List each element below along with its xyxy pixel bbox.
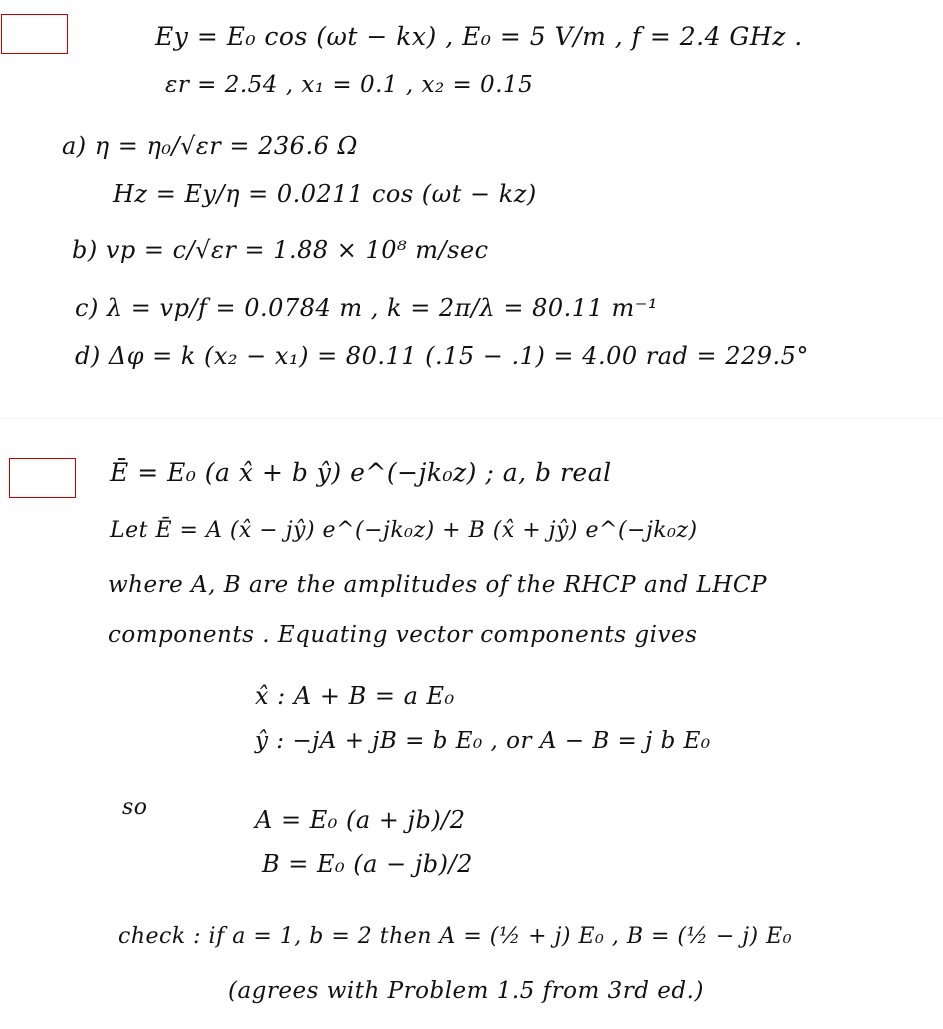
p1-part-b-phase-velocity: b) vp = c/√εr = 1.88 × 10⁸ m/sec: [72, 236, 489, 264]
p1-wave-equation: Ey = E₀ cos (ωt − kx) , E₀ = 5 V/m , f = 2.4 GHz .: [155, 22, 803, 51]
p2-check-line: check : if a = 1, b = 2 then A = (½ + j) E₀ , B = (½ − j) E₀: [118, 924, 793, 949]
p2-amplitudes-text: where A, B are the amplitudes of the RHCP and LHCP: [108, 572, 767, 598]
p2-y-component-equation: ŷ : −jA + jB = b E₀ , or A − B = j b E₀: [255, 728, 711, 754]
p2-x-component-equation: x̂ : A + B = a E₀: [255, 682, 455, 710]
p2-a-solution: A = E₀ (a + jb)/2: [255, 806, 466, 834]
p2-agreement-note: (agrees with Problem 1.5 from 3rd ed.): [228, 978, 704, 1004]
p1-part-a-h-field: Hz = Ey/η = 0.0211 cos (ωt − kz): [113, 180, 537, 208]
problem-number-box-2: [9, 458, 76, 498]
p2-so-label: so: [122, 795, 148, 820]
p2-equating-text: components . Equating vector components gives: [108, 622, 698, 648]
p2-decomposition: Let Ē = A (x̂ − jŷ) e^(−jk₀z) + B (x̂ + jŷ) e^(−jk₀z): [110, 518, 698, 543]
p1-part-a-impedance: a) η = η₀/√εr = 236.6 Ω: [62, 132, 358, 160]
section-divider: [0, 418, 943, 419]
p2-field-expression: Ē = E₀ (a x̂ + b ŷ) e^(−jk₀z) ; a, b real: [110, 458, 612, 487]
p1-given-values: εr = 2.54 , x₁ = 0.1 , x₂ = 0.15: [165, 72, 534, 98]
p1-part-d-phase-difference: d) Δφ = k (x₂ − x₁) = 80.11 (.15 − .1) = 4.00 rad = 229.5°: [75, 342, 809, 370]
problem-number-box-1: [1, 14, 68, 54]
p1-part-c-wavelength: c) λ = vp/f = 0.0784 m , k = 2π/λ = 80.11 m⁻¹: [75, 294, 659, 322]
p2-b-solution: B = E₀ (a − jb)/2: [262, 850, 473, 878]
